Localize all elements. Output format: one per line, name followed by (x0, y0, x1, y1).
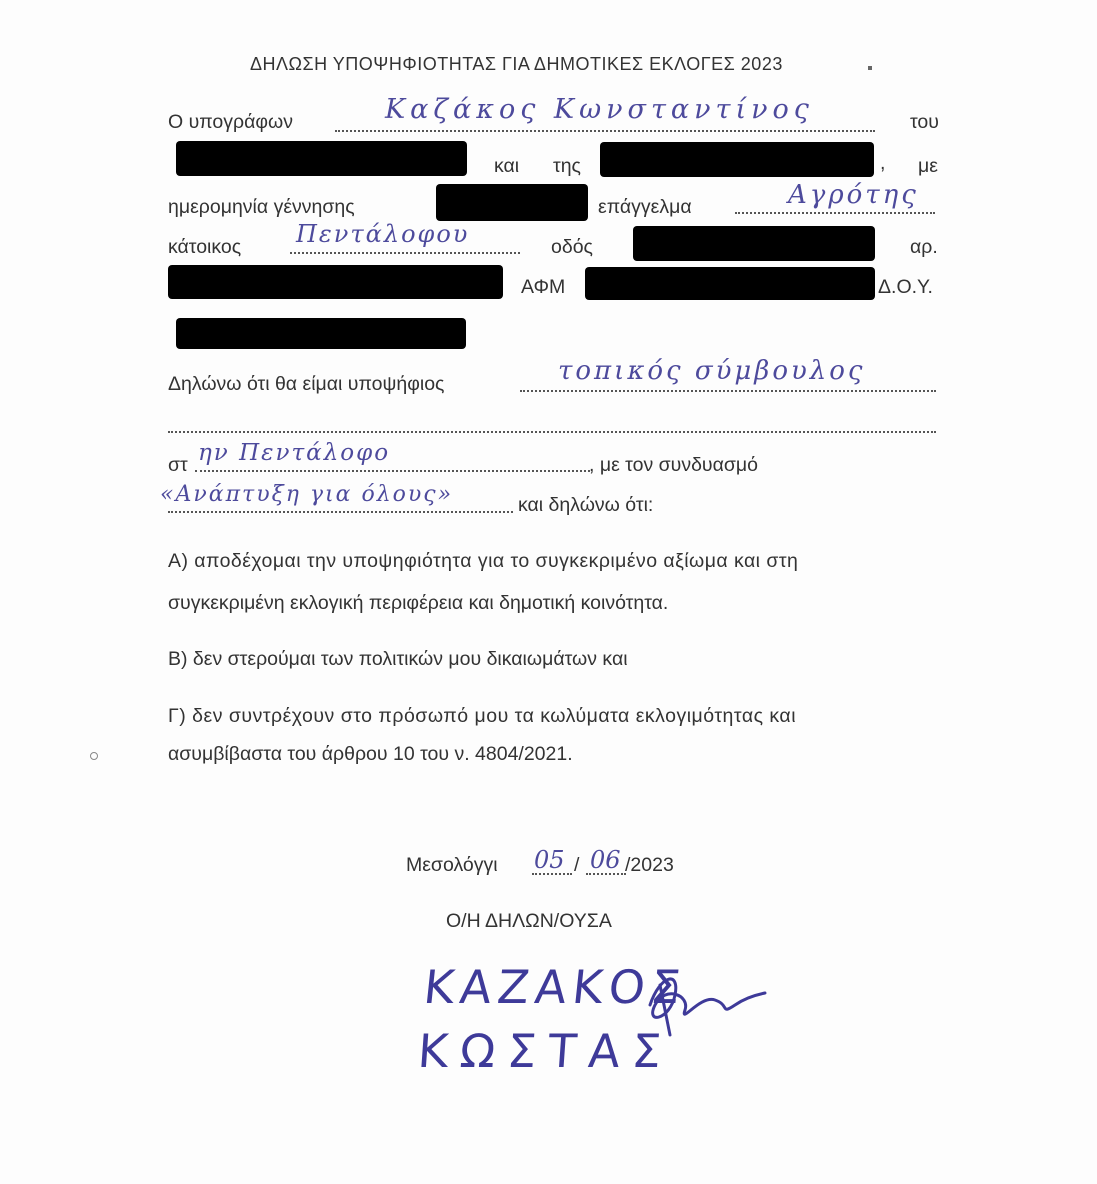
of-mother-label: της (553, 155, 581, 177)
comma-label: , (880, 152, 886, 174)
day-handwritten: 05 (534, 846, 565, 874)
title-dot (868, 66, 872, 70)
blank-dotline (168, 431, 936, 433)
clause-c-line1: Γ) δεν συντρέχουν στο πρόσωπό μου τα κωλύματα εκλογιμότητας και (168, 705, 797, 727)
profession-handwritten: Αγρότης (788, 180, 919, 210)
coalition-handwritten: «Ανάπτυξη για όλους» (160, 482, 454, 507)
page-title: ΔΗΛΩΣΗ ΥΠΟΨΗΦΙΟΤΗΤΑΣ ΓΙΑ ΔΗΜΟΤΙΚΕΣ ΕΚΛΟΓΕΣ 2023 (250, 54, 783, 74)
profession-label: επάγγελμα (598, 196, 692, 218)
declare-label: Δηλώνω ότι θα είμαι υποψήφιος (168, 373, 445, 395)
of-label: του (910, 111, 939, 133)
redaction-birthdate (436, 184, 588, 221)
signer-dotline (335, 130, 875, 132)
signer-label: Ο υπογράφων (168, 111, 294, 133)
number-label: αρ. (910, 236, 938, 258)
resident-dotline (290, 252, 520, 254)
street-label: οδός (551, 236, 593, 258)
signature-scribble (630, 965, 770, 1045)
stray-mark (90, 752, 98, 760)
with-label: με (918, 155, 938, 177)
month-handwritten: 06 (590, 846, 621, 874)
candidacy-dotline (520, 390, 936, 392)
date-slash: / (574, 854, 580, 876)
clause-b-line1: Β) δεν στερούμαι των πολιτικών μου δικαιωμάτων και (168, 648, 628, 670)
clause-a-line2: συγκεκριμένη εκλογική περιφέρεια και δημοτική κοινότητα. (168, 592, 669, 614)
redaction-street (633, 226, 875, 261)
and-declare-label: και δηλώνω ότι: (518, 494, 654, 516)
year-label: /2023 (625, 854, 674, 876)
birthdate-label: ημερομηνία γέννησης (168, 196, 355, 218)
community-handwritten: ην Πεντάλοφο (198, 440, 391, 466)
coalition-dotline (168, 511, 513, 513)
redaction-afm (585, 267, 875, 300)
place-label: Μεσολόγγι (406, 854, 498, 876)
resident-label: κάτοικος (168, 236, 242, 258)
redaction-number (168, 265, 503, 299)
signer-name-handwritten: Καζάκος Κωνσταντίνος (385, 94, 814, 125)
afm-label: ΑΦΜ (521, 276, 566, 298)
declarant-label: Ο/Η ΔΗΛΩΝ/ΟΥΣΑ (446, 910, 612, 932)
resident-handwritten: Πεντάλοφου (296, 220, 470, 248)
profession-dotline (735, 212, 935, 214)
clause-c-line2: ασυμβίβαστα του άρθρου 10 του ν. 4804/2021. (168, 743, 573, 765)
candidacy-handwritten: τοπικός σύμβουλος (558, 356, 866, 386)
st-label: στ (168, 454, 188, 476)
signature-line2: ΚΩΣΤΑΣ (416, 1024, 675, 1078)
doy-label: Δ.Ο.Υ. (878, 276, 933, 298)
signature-line1: ΚΑΖΑΚΟΣ (421, 960, 689, 1014)
redaction-mother-name (600, 142, 874, 177)
and-label: και (494, 155, 520, 177)
coalition-label: , με τον συνδυασμό (589, 454, 758, 476)
community-dotline (195, 470, 590, 472)
clause-a-line1: Α) αποδέχομαι την υποψηφιότητα για το συγκεκριμένο αξίωμα και στη (168, 550, 799, 572)
redaction-father-name (176, 141, 467, 176)
redaction-doy (176, 318, 466, 349)
